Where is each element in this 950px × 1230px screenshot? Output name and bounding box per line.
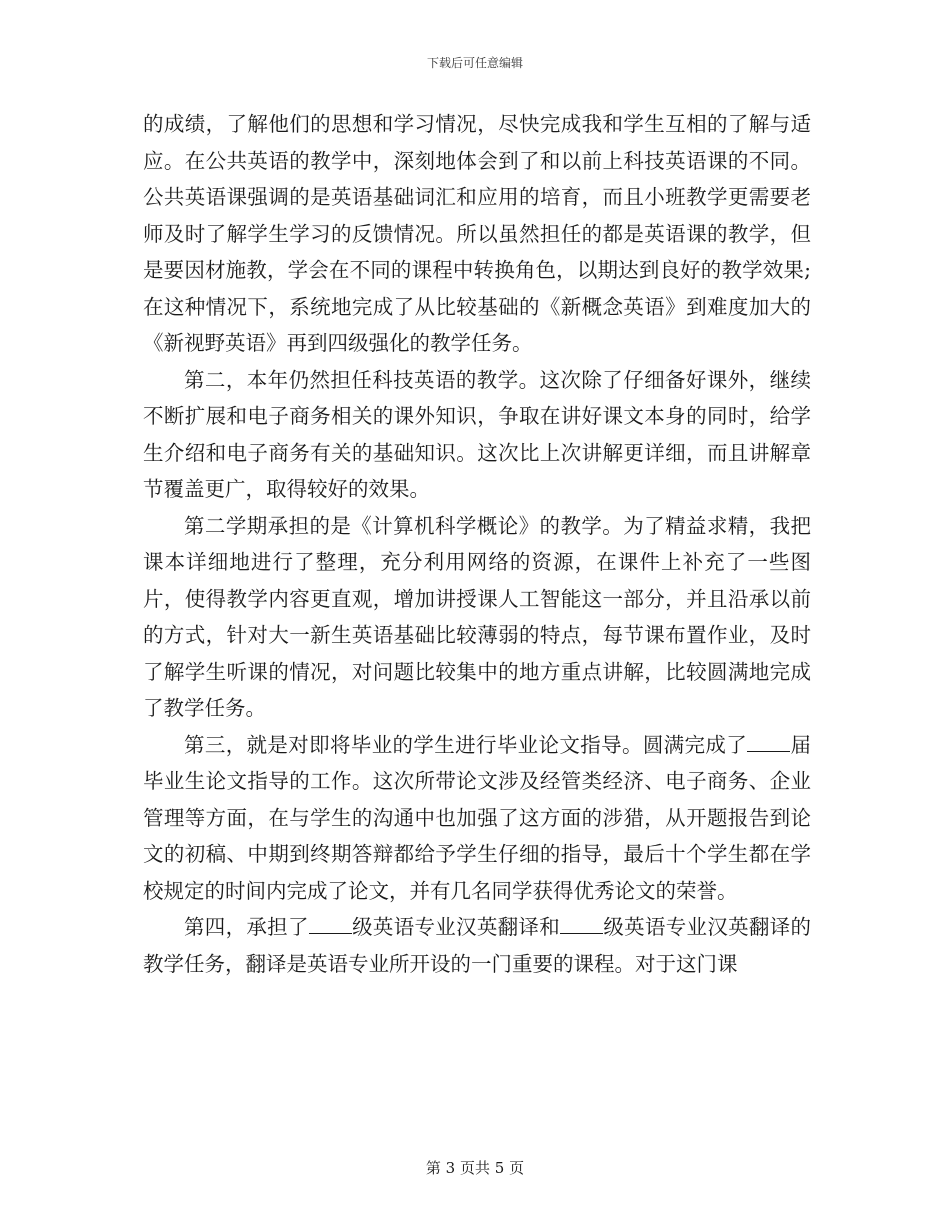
paragraph-5-part-3: 级英语专业汉英翻译的教学任务，翻译是英语专业所开设的一门重要的课程。对于这门课 bbox=[143, 915, 812, 976]
paragraph-4-part-2: 届毕业生论文指导的工作。这次所带论文涉及经管类经济、电子商务、企业管理等方面，在与学生的沟通中也加强了这方面的涉猎，从开题报告到论文的初稿、中期到终期答辩都给予学生仔细的指导，最后十个学生都在学校规定的时间内完成了论文，并有几名同学获得优秀论文的荣誉。 bbox=[143, 732, 812, 903]
fill-in-blank bbox=[747, 731, 790, 751]
page-header: 下载后可任意编辑 bbox=[426, 56, 523, 70]
page-footer: 第 3 页共 5 页 bbox=[425, 1159, 525, 1177]
paragraph-5-part-1: 第四，承担了 bbox=[184, 915, 309, 939]
paragraph-4 bbox=[143, 727, 811, 910]
paragraph-1: 的成绩，了解他们的思想和学习情况，尽快完成我和学生互相的了解与适应。在公共英语的教学中，深刻地体会到了和以前上科技英语课的不同。公共英语课强调的是英语基础词汇和应用的培育，而且小班教学更需要老师及时了解学生学习的反馈情况。所以虽然担任的都是英语课的教学，但是要因材施教，学会在不同的课程中转换角色，以期达到良好的教学效果;在这种情况下，系统地完成了从比较基础的《新概念英语》到难度加大的《新视野英语》再到四级强化的教学任务。 bbox=[143, 112, 811, 355]
fill-in-blank bbox=[560, 914, 603, 934]
fill-in-blank bbox=[309, 914, 352, 934]
paragraph-5-part-2: 级英语专业汉英翻译和 bbox=[351, 915, 561, 939]
paragraph-3: 第二学期承担的是《计算机科学概论》的教学。为了精益求精，我把课本详细地进行了整理，充分利用网络的资源，在课件上补充了一些图片，使得教学内容更直观，增加讲授课人工智能这一部分，并且沿承以前的方式，针对大一新生英语基础比较薄弱的特点，每节课布置作业，及时了解学生听课的情况，对问题比较集中的地方重点讲解，比较圆满地完成了教学任务。 bbox=[143, 513, 811, 720]
paragraph-5 bbox=[143, 909, 811, 982]
paragraph-2: 第二，本年仍然担任科技英语的教学。这次除了仔细备好课外，继续不断扩展和电子商务相关的课外知识，争取在讲好课文本身的同时，给学生介绍和电子商务有关的基础知识。这次比上次讲解更详细，而且讲解章节覆盖更广，取得较好的效果。 bbox=[143, 367, 811, 501]
paragraph-4-part-1: 第三，就是对即将毕业的学生进行毕业论文指导。圆满完成了 bbox=[184, 732, 748, 757]
document-body bbox=[143, 106, 811, 982]
